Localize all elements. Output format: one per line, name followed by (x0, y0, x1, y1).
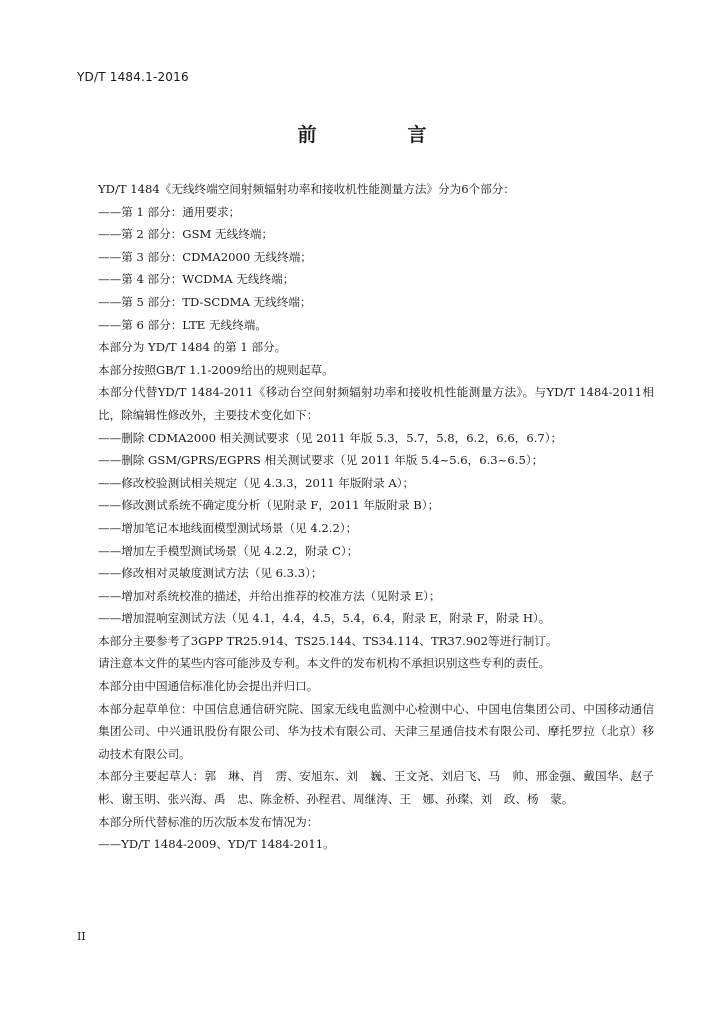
paragraph: 本部分代替YD/T 1484-2011《移动台空间射频辐射功率和接收机性能测量方法》。与YD/T 1484-2011相比，除编辑性修改外，主要技术变化如下： (98, 385, 654, 422)
paragraph: ——修改相对灵敏度测试方法（见 6.3.3）； (98, 566, 323, 581)
standard-code: YD/T 1484.1-2016 (77, 70, 189, 84)
paragraph: ——删除 CDMA2000 相关测试要求（见 2011 年版 5.3，5.7，5.8，6.2，6.6，6.7）； (98, 430, 563, 445)
paragraph: 本部分所代替标准的历次版本发布情况为： (98, 814, 319, 829)
paragraph: ——增加笔记本地线面模型测试场景（见 4.2.2）； (98, 520, 358, 535)
paragraph: ——增加左手模型测试场景（见 4.2.2，附录 C）； (98, 543, 359, 558)
paragraph: ——第 6 部分：LTE 无线终端。 (98, 317, 267, 332)
paragraph: ——删除 GSM/GPRS/EGPRS 相关测试要求（见 2011 年版 5.4~5.6，6.3~6.5）； (98, 453, 544, 468)
paragraph: 本部分为 YD/T 1484 的第 1 部分。 (98, 340, 287, 355)
paragraph: 本部分由中国通信标准化协会提出并归口。 (98, 679, 319, 694)
paragraph: ——修改校验测试相关规定（见 4.3.3，2011 年版附录 A）； (98, 475, 415, 490)
paragraph: 本部分主要起草人：郭 琳、肖 雳、安旭东、刘 巍、王文尧、刘启飞、马 帅、邢金强、戴国华、赵子彬、谢玉明、张兴海、禹 忠、陈金桥、孙程君、周继涛、王 娜、孙璨、刘 政、杨 蒙。 (98, 769, 654, 807)
paragraph: ——修改测试系统不确定度分析（见附录 F，2011 年版附录 B）； (98, 498, 440, 513)
paragraph: 本部分起草单位：中国信息通信研究院、国家无线电监测中心检测中心、中国电信集团公司、中国移动通信集团公司、中兴通讯股份有限公司、华为技术有限公司、天津三星通信技术有限公司、摩托罗拉（北京）移动技术有限公司。 (98, 701, 654, 761)
paragraph: ——第 4 部分：WCDMA 无线终端； (98, 272, 295, 287)
paragraph: ——YD/T 1484-2009、YD/T 1484-2011。 (98, 837, 335, 852)
paragraph: 请注意本文件的某些内容可能涉及专利。本文件的发布机构不承担识别这些专利的责任。 (98, 656, 551, 671)
paragraph: ——增加对系统校准的描述，并给出推荐的校准方法（见附录 E）； (98, 588, 441, 603)
page-title: 前 言 (297, 124, 463, 146)
paragraph: ——第 3 部分：CDMA2000 无线终端； (98, 249, 312, 264)
paragraph: ——第 2 部分：GSM 无线终端； (98, 227, 274, 242)
paragraph: 本部分主要参考了3GPP TR25.914、TS25.144、TS34.114、TR37.902等进行制订。 (98, 633, 558, 648)
paragraph: ——第 5 部分：TD-SCDMA 无线终端； (98, 294, 312, 309)
paragraph: ——增加混响室测试方法（见 4.1，4.4，4.5，5.4，6.4，附录 E，附录 F，附录 H）。 (98, 611, 551, 626)
foreword-body (76, 178, 654, 856)
paragraph: 本部分按照GB/T 1.1-2009给出的规则起草。 (98, 362, 334, 377)
page-number: II (77, 930, 86, 943)
paragraph: ——第 1 部分：通用要求； (98, 204, 241, 219)
paragraph: YD/T 1484《无线终端空间射频辐射功率和接收机性能测量方法》分为6个部分： (98, 182, 515, 196)
